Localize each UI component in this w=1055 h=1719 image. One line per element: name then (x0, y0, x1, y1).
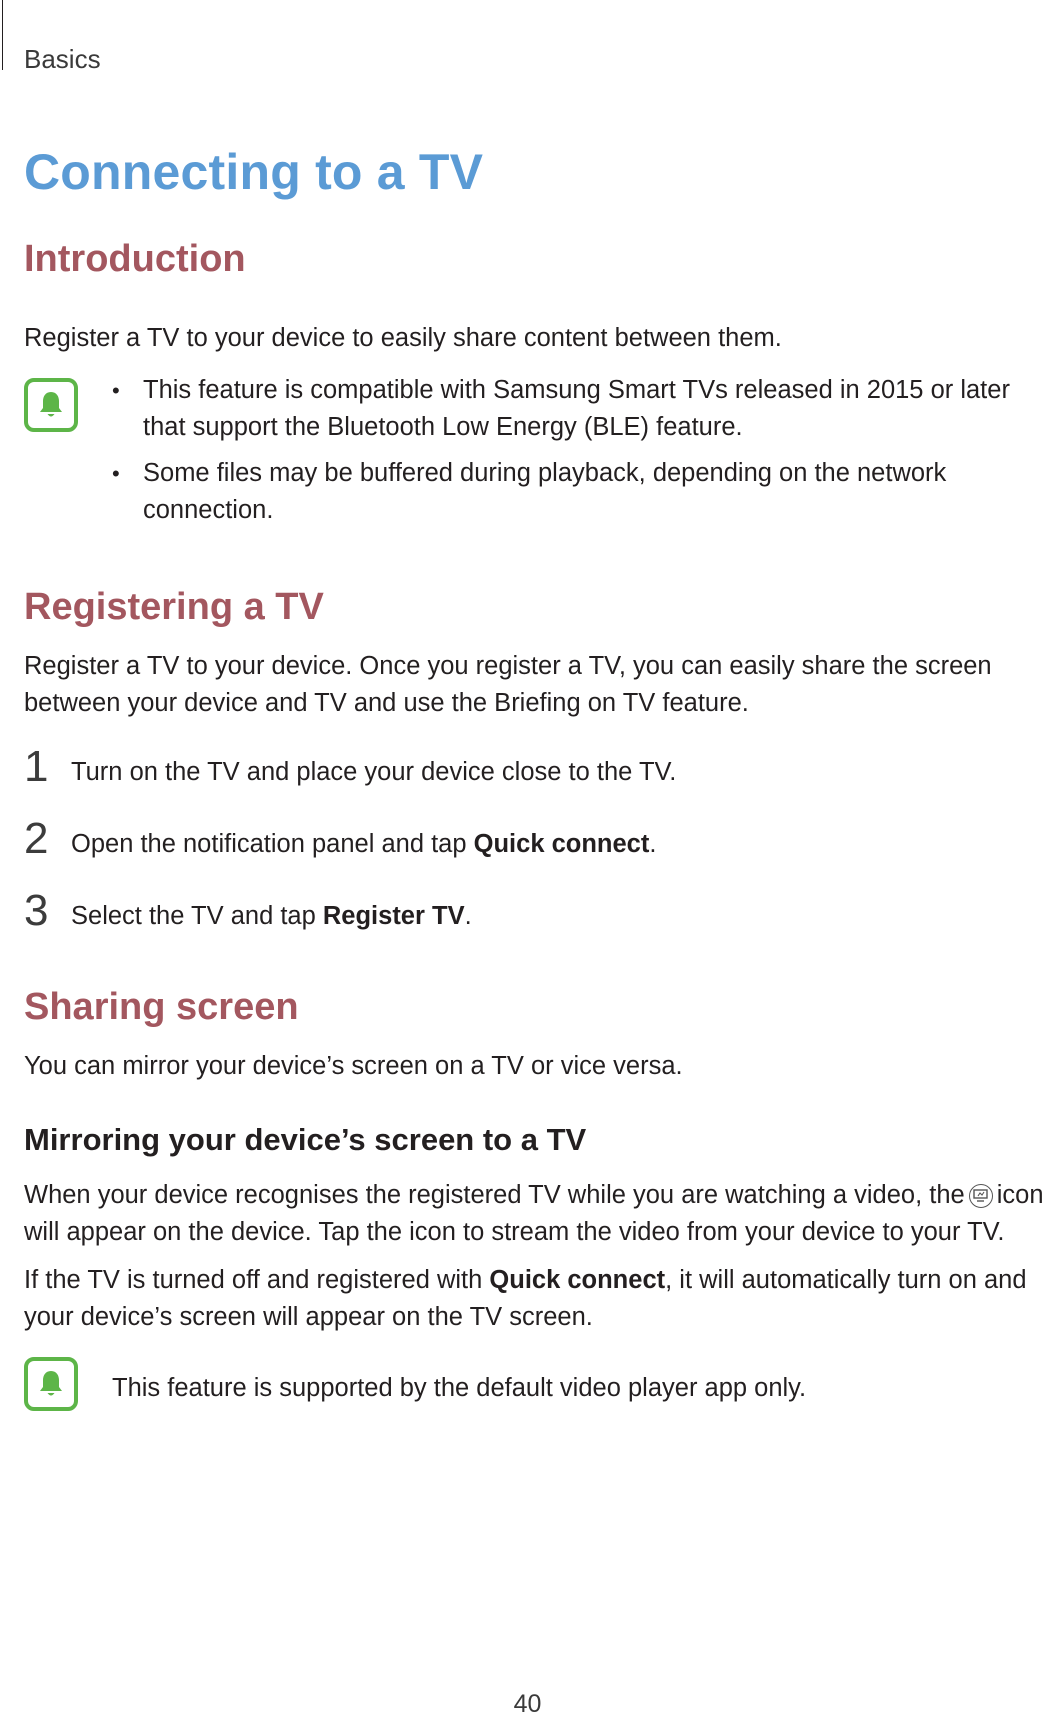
bell-glyph (35, 389, 67, 421)
running-head: Basics (24, 44, 101, 74)
mirroring-body-1: When your device recognises the registered TV while you are watching a video, the icon will appear on the device. Tap the icon to stream the video from your device to your TV. (24, 1181, 1044, 1246)
step-text: Select the TV and tap Register TV. (71, 902, 472, 930)
quick-connect-label: Quick connect (489, 1266, 666, 1294)
note-text: This feature is compatible with Samsung Smart TVs released in 2015 or later that support the Bluetooth Low Energy (BLE) feature. (143, 376, 1010, 441)
mirroring-note: This feature is supported by the default video player app only. (112, 1374, 807, 1402)
introduction-notes (112, 372, 1042, 538)
mirroring-body-2: If the TV is turned off and registered with Quick connect, it will automatically turn on and your device’s screen will appear on the TV screen. (24, 1266, 1027, 1331)
heading-mirroring: Mirroring your device’s screen to a TV (24, 1122, 587, 1157)
bullet-mark: • (112, 461, 120, 486)
registering-body: Register a TV to your device. Once you register a TV, you can easily share the screen between your device and TV and use the Briefing on TV feature. (24, 652, 992, 717)
screen-mirroring-icon (969, 1184, 993, 1208)
heading-sharing: Sharing screen (24, 986, 299, 1028)
heading-introduction: Introduction (24, 238, 246, 280)
step-number: 3 (24, 886, 49, 935)
bell-icon (24, 1357, 78, 1411)
step-text: Turn on the TV and place your device close to the TV. (71, 758, 677, 786)
page-number: 40 (513, 1690, 542, 1718)
step-number: 1 (24, 742, 49, 791)
bell-glyph (35, 1368, 67, 1400)
margin-rule (2, 0, 3, 70)
heading-registering: Registering a TV (24, 586, 324, 628)
note-item (112, 455, 1042, 529)
sharing-body: You can mirror your device’s screen on a TV or vice versa. (24, 1052, 683, 1080)
introduction-body: Register a TV to your device to easily share content between them. (24, 324, 782, 352)
page-title: Connecting to a TV (24, 144, 484, 200)
note-item (112, 372, 1042, 446)
quick-connect-label: Quick connect (473, 830, 650, 858)
bell-icon (24, 378, 78, 432)
step-text: Open the notification panel and tap Quick connect. (71, 830, 657, 858)
step-number: 2 (24, 814, 49, 863)
register-tv-label: Register TV (322, 902, 465, 930)
bullet-mark: • (112, 378, 120, 403)
note-text: Some files may be buffered during playback, depending on the network connection. (143, 459, 947, 524)
